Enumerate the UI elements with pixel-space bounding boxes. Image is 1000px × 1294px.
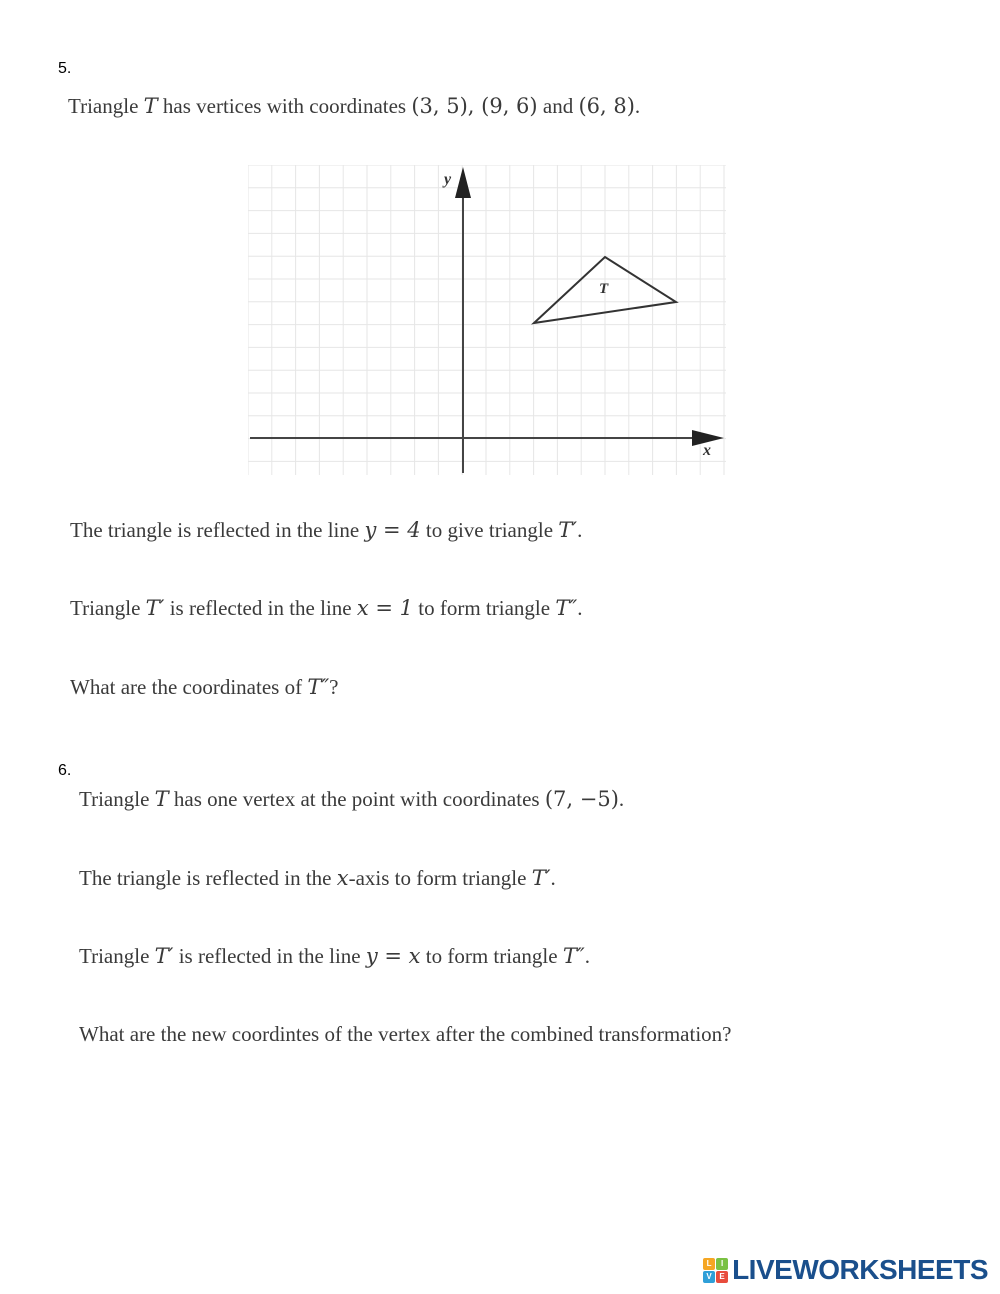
logo-letter: L <box>703 1258 715 1270</box>
text: . <box>618 787 625 811</box>
text: . <box>577 518 583 542</box>
q6-line-3 <box>79 944 590 969</box>
text: has one vertex at the point with coordinates <box>168 787 545 811</box>
y-axis-label: y <box>444 171 452 188</box>
text: to give triangle <box>420 518 559 542</box>
math-point: (7, −5) <box>544 787 619 811</box>
text: and <box>537 94 579 118</box>
logo-text: LIVEWORKSHEETS <box>732 1254 988 1285</box>
math-equation: x = 1 <box>356 596 414 620</box>
math-point: (6, 8) <box>578 94 635 118</box>
math-T-prime: T′ <box>145 596 165 620</box>
question-6-number: 6. <box>58 762 72 779</box>
text: What are the coordinates of <box>70 675 308 699</box>
q5-line-3 <box>70 596 582 621</box>
q5-line-2 <box>70 518 582 543</box>
coordinate-graph <box>248 165 726 475</box>
x-axis-label: x <box>703 442 711 459</box>
text: is reflected in the line <box>173 944 366 968</box>
math-T-prime: T′ <box>558 518 578 542</box>
question-5-number: 5. <box>58 60 72 77</box>
text: is reflected in the line <box>164 596 357 620</box>
math-T-prime: T′ <box>154 944 174 968</box>
math-T: T <box>143 94 158 118</box>
text: Triangle <box>68 94 144 118</box>
logo-letter: E <box>716 1271 728 1283</box>
q6-line-4 <box>79 1022 731 1047</box>
math-T-prime: T′ <box>531 866 551 890</box>
math-x: x <box>336 866 349 890</box>
text: The triangle is reflected in the <box>79 866 337 890</box>
logo-letter: I <box>716 1258 728 1270</box>
y-axis-arrow-icon <box>455 167 471 198</box>
math-equation: y = x <box>365 944 421 968</box>
q6-line-2 <box>79 866 556 891</box>
text: . <box>584 944 590 968</box>
text: What are the new coordintes of the vertex after the combined transformation? <box>79 1022 732 1046</box>
text: to form triangle <box>420 944 563 968</box>
grid <box>248 165 726 475</box>
text: has vertices with coordinates <box>157 94 412 118</box>
logo-icon <box>703 1258 728 1283</box>
text: . <box>634 94 641 118</box>
math-points: (3, 5), (9, 6) <box>411 94 538 118</box>
math-equation: y = 4 <box>364 518 421 542</box>
text: . <box>550 866 556 890</box>
liveworksheets-logo <box>703 1254 988 1286</box>
math-T: T <box>154 787 169 811</box>
triangle-T-label: T <box>599 281 609 297</box>
q6-line-1 <box>79 787 624 812</box>
text: to form triangle <box>413 596 556 620</box>
text: ? <box>329 675 339 699</box>
text: Triangle <box>70 596 146 620</box>
q5-line-1 <box>68 94 640 119</box>
text: -axis to form triangle <box>348 866 532 890</box>
text: . <box>577 596 583 620</box>
math-T-double-prime: T″ <box>562 944 585 968</box>
text: Triangle <box>79 944 155 968</box>
logo-letter: V <box>703 1271 715 1283</box>
q5-line-4 <box>70 675 339 700</box>
math-T-double-prime: T″ <box>555 596 578 620</box>
text: The triangle is reflected in the line <box>70 518 365 542</box>
text: Triangle <box>79 787 155 811</box>
math-T-double-prime: T″ <box>307 675 330 699</box>
